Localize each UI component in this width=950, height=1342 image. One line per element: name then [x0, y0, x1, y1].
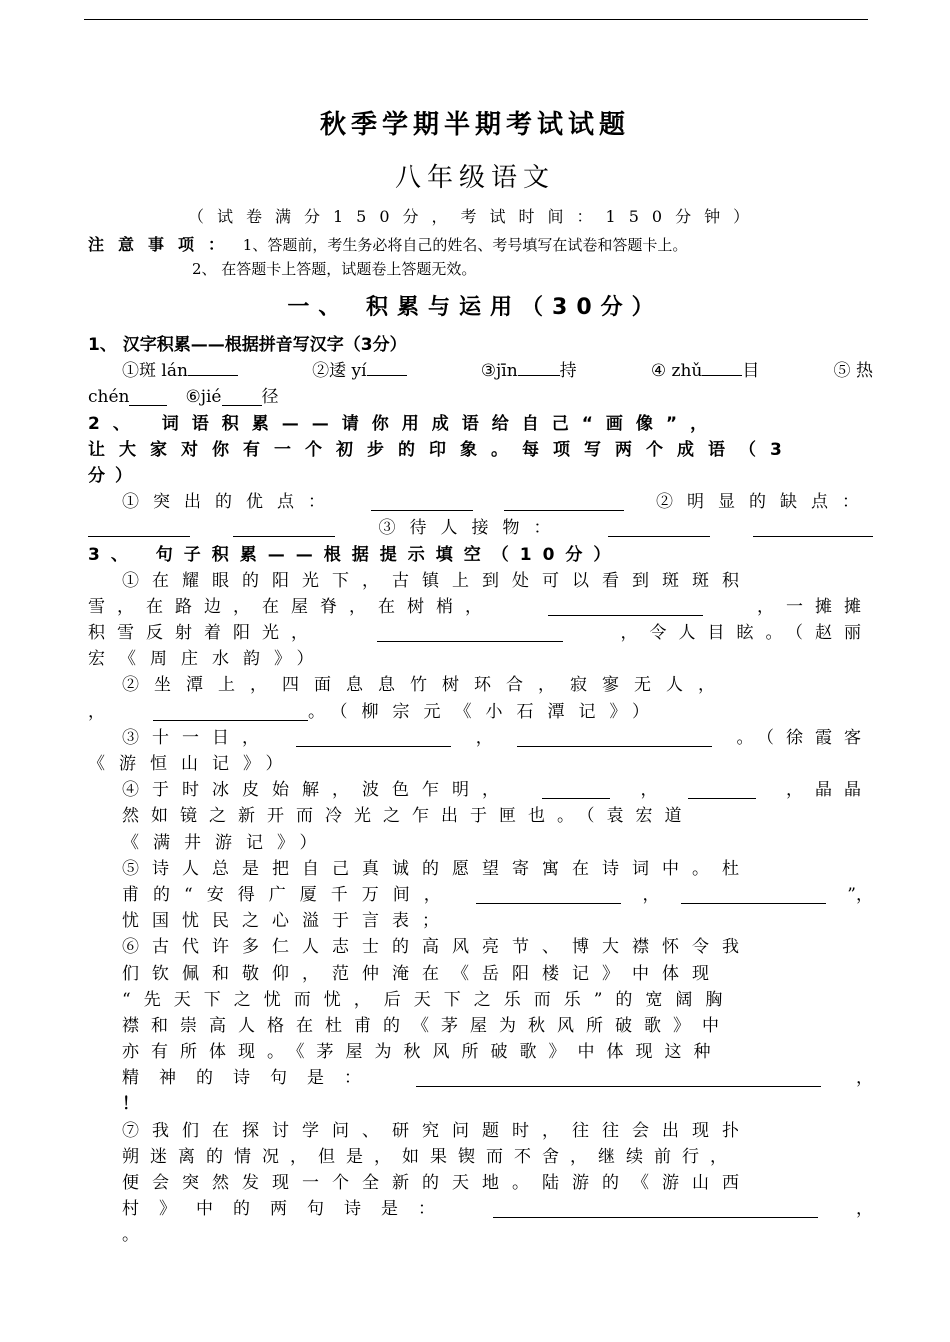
q3-line: 们钦佩和敬仰，范仲淹在《岳阳楼记》中体现: [122, 963, 722, 984]
q2-heading-3: 分）: [88, 465, 142, 486]
answer-blank[interactable]: [233, 519, 335, 537]
q2-heading-2: 让大家对你有一个初步的印象。每项写两个成语（3: [88, 439, 796, 460]
q3-line: 甫的“安得广厦千万间， ， ”，: [122, 884, 873, 905]
notice-item-2: 2、 在答题卡上答题，试题卷上答题无效。: [192, 260, 477, 278]
q3-line: 《游恒山记》）: [88, 754, 297, 774]
answer-blank[interactable]: [188, 358, 238, 376]
q3-line: 朔迷离的情况，但是，如果锲而不舍，继续前行，: [122, 1146, 738, 1167]
answer-blank[interactable]: [371, 493, 473, 511]
answer-blank[interactable]: [681, 886, 826, 904]
q3-line: 然如镜之新开而冷光之乍出于匣也。（袁宏道: [122, 806, 694, 827]
answer-blank[interactable]: [608, 519, 710, 537]
q3-line: 便会突然发现一个全新的天地。陆游的《游山西: [122, 1173, 752, 1193]
header-rule: [84, 19, 868, 20]
q3-line: 宏《周庄水韵》）: [88, 649, 328, 670]
q3-line: 亦有所体现。《茅屋为秋风所破歌》中体现这种: [122, 1042, 723, 1063]
q2-prompt-row-1: ①突出的优点： ②明显的缺点：: [122, 492, 873, 513]
q3-line: ⑥古代许多仁人志士的高风亮节、博大襟怀令我: [122, 937, 752, 958]
answer-blank[interactable]: [222, 388, 262, 406]
answer-blank[interactable]: [548, 598, 703, 616]
answer-blank[interactable]: [517, 729, 712, 747]
q1-heading: 1、 汉字积累——根据拼音写汉字（3分）: [88, 335, 407, 355]
answer-blank[interactable]: [367, 358, 407, 376]
section-title: 一、 积累与运用（30分）: [287, 295, 663, 320]
q3-line: ④于时冰皮始解，波色乍明， ， ，晶晶: [122, 780, 873, 801]
answer-blank[interactable]: [753, 519, 873, 537]
q3-line: ①在耀眼的阳光下，古镇上到处可以看到斑斑积: [122, 570, 752, 591]
q3-line: 《满井游记》）: [122, 832, 331, 853]
q3-line: 积雪反射着阳光， ，令人目眩。（赵丽: [88, 623, 873, 644]
answer-blank[interactable]: [296, 729, 451, 747]
q2-heading-1: 2、 词语积累——请你用成语给自己“画像”，: [88, 413, 721, 434]
answer-blank[interactable]: [504, 493, 624, 511]
answer-blank[interactable]: [702, 358, 742, 376]
q1-items-2: chén ⑥jié 径: [88, 387, 279, 408]
exam-subtitle: 八年级语文: [394, 163, 555, 193]
answer-blank[interactable]: [476, 886, 621, 904]
questions: [88, 332, 873, 1249]
answer-blank[interactable]: [542, 781, 610, 799]
answer-blank[interactable]: [377, 624, 563, 642]
q3-line: ⑤诗人总是把自己真诚的愿望寄寓在诗词中。杜: [122, 858, 752, 879]
notice-line-1: [88, 232, 687, 255]
notice-item-1: 1、答题前，考生务必将自己的姓名、考号填写在试卷和答题卡上。: [242, 236, 688, 254]
q3-line: ②坐潭上，四面息息竹树环合，寂寥无人，: [122, 675, 730, 696]
q3-heading: 3、 句子积累——根据提示填空（10分）: [88, 544, 622, 565]
q3-line: “先天下之忧而忧，后天下之乐而乐”的宽阔胸: [122, 989, 736, 1010]
q2-prompt-row-2: ③待人接物：: [88, 515, 873, 541]
q3-line: 。: [122, 1225, 139, 1246]
exam-info: （试卷满分150分，考试时间：150分钟）: [188, 207, 763, 226]
q3-line: 精神的诗句是： ，: [122, 1068, 873, 1089]
q1-items: ①斑 lán ②逶 yí ③jīn 持 ④ zhǔ 目 ⑤ 热: [122, 358, 873, 384]
answer-blank[interactable]: [416, 1069, 821, 1087]
q3-line: 雪，在路边，在屋脊，在树梢， ，一摊摊: [88, 596, 873, 617]
q3-line: 忧国忧民之心溢于言表；: [122, 911, 452, 932]
answer-blank[interactable]: [688, 781, 756, 799]
answer-blank[interactable]: [129, 388, 167, 406]
answer-blank[interactable]: [153, 703, 308, 721]
q3-line: 村》中的两句诗是： ，: [122, 1199, 873, 1220]
exam-title: 秋季学期半期考试试题: [319, 110, 630, 140]
answer-blank[interactable]: [493, 1200, 818, 1218]
q3-line: ， 。（柳宗元《小石潭记》）: [88, 701, 663, 722]
q3-line: ③十一日， ， 。（徐霞客: [122, 727, 873, 748]
q3-line: 襟和崇高人格在杜甫的《茅屋为秋风所破歌》中: [122, 1015, 731, 1036]
answer-blank[interactable]: [518, 358, 560, 376]
notice-label: 注意事项：: [88, 235, 239, 254]
answer-blank[interactable]: [88, 519, 190, 537]
q3-line: ⑦我们在探讨学问、研究问题时，往往会出现扑: [122, 1120, 752, 1141]
q3-line: ！: [122, 1094, 139, 1115]
